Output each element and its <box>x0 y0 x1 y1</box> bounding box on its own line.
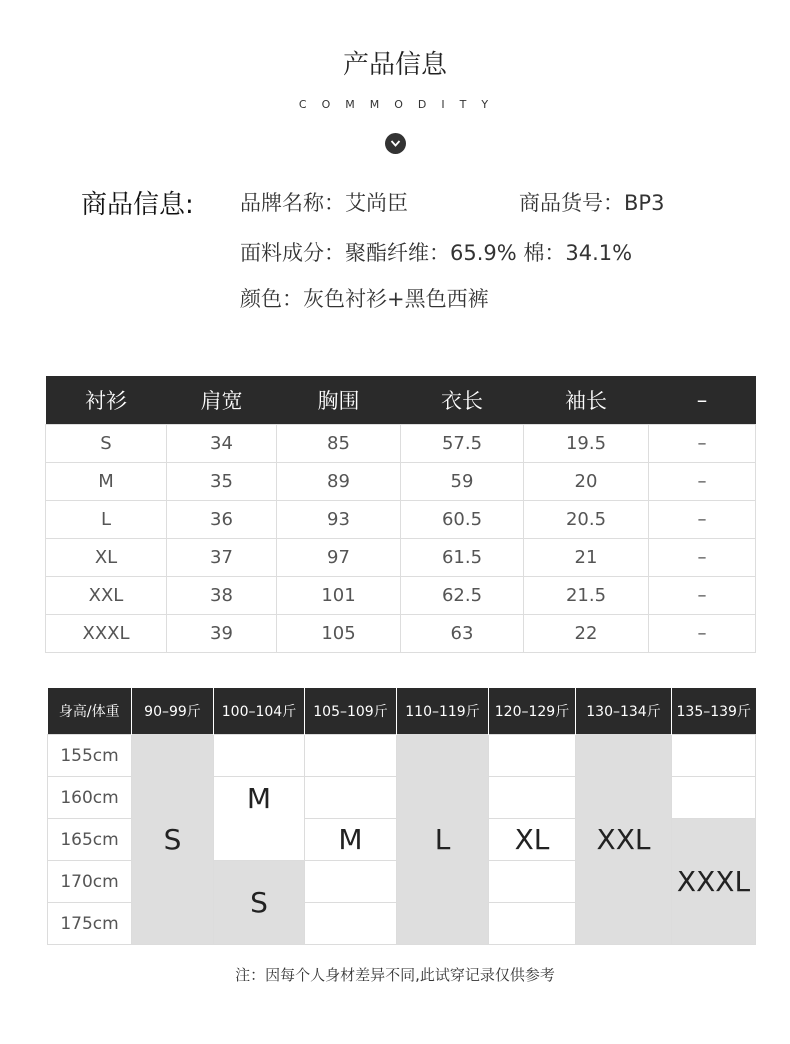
size-cell: XXL <box>576 735 672 945</box>
table-cell: 35 <box>167 463 277 501</box>
height-cell: 170cm <box>48 861 132 903</box>
size-cell <box>214 735 305 777</box>
table-cell: 85 <box>277 425 401 463</box>
page-subtitle: COMMODITY <box>298 98 504 111</box>
table-cell: XXXL <box>46 615 167 653</box>
table-cell: 97 <box>277 539 401 577</box>
table-cell: XL <box>46 539 167 577</box>
size-recommendation-table <box>47 688 756 945</box>
table-cell: – <box>649 615 756 653</box>
table-cell: – <box>649 425 756 463</box>
height-cell: 160cm <box>48 777 132 819</box>
column-header: – <box>649 376 756 425</box>
table-row <box>46 501 756 539</box>
size-cell <box>305 861 397 903</box>
table-cell: 39 <box>167 615 277 653</box>
table-cell: 36 <box>167 501 277 539</box>
table-cell: 61.5 <box>401 539 524 577</box>
table-cell: 20 <box>524 463 649 501</box>
table-cell: 34 <box>167 425 277 463</box>
table-row <box>46 577 756 615</box>
table-cell: 62.5 <box>401 577 524 615</box>
table-cell: M <box>46 463 167 501</box>
table-row <box>46 615 756 653</box>
size-cell: S <box>214 861 305 945</box>
table-cell: L <box>46 501 167 539</box>
table-cell: 105 <box>277 615 401 653</box>
column-header: 肩宽 <box>167 376 277 425</box>
shirt-size-table <box>45 376 756 653</box>
color-info: 颜色：灰色衬衫+黑色西裤 <box>240 287 489 311</box>
table-row <box>46 463 756 501</box>
size-cell <box>489 735 576 777</box>
table-cell: 57.5 <box>401 425 524 463</box>
shirt-table-header <box>46 376 756 425</box>
table-cell: – <box>649 539 756 577</box>
size-cell: XXXL <box>672 819 756 945</box>
size-cell <box>305 735 397 777</box>
column-header: 105–109斤 <box>305 688 397 735</box>
column-header: 110–119斤 <box>397 688 489 735</box>
column-header: 100–104斤 <box>214 688 305 735</box>
column-header: 120–129斤 <box>489 688 576 735</box>
table-row <box>46 425 756 463</box>
size-cell: M <box>305 819 397 861</box>
column-header: 90–99斤 <box>132 688 214 735</box>
info-label: 商品信息: <box>81 190 194 220</box>
table-cell: 37 <box>167 539 277 577</box>
table-cell: S <box>46 425 167 463</box>
size-cell <box>489 777 576 819</box>
table-cell: – <box>649 463 756 501</box>
column-header: 胸围 <box>277 376 401 425</box>
table-cell: 89 <box>277 463 401 501</box>
brand-name: 品牌名称：艾尚臣 <box>240 191 408 215</box>
chevron-down-icon <box>385 133 406 154</box>
column-header: 衬衫 <box>46 376 167 425</box>
size-cell <box>305 777 397 819</box>
item-number: 商品货号：BP3 <box>519 191 665 215</box>
table-row <box>48 735 756 777</box>
size-table-header <box>48 688 756 735</box>
size-cell: XL <box>489 819 576 861</box>
size-cell <box>489 903 576 945</box>
table-cell: 101 <box>277 577 401 615</box>
table-cell: 20.5 <box>524 501 649 539</box>
table-cell: 21 <box>524 539 649 577</box>
page-title: 产品信息 <box>342 50 447 80</box>
size-cell: S <box>132 735 214 945</box>
size-cell <box>489 861 576 903</box>
table-cell: 38 <box>167 577 277 615</box>
size-cell <box>305 903 397 945</box>
table-cell: 21.5 <box>524 577 649 615</box>
table-cell: XXL <box>46 577 167 615</box>
size-cell <box>672 735 756 777</box>
fabric-composition: 面料成分：聚酯纤维：65.9% 棉：34.1% <box>240 241 633 265</box>
table-cell: 63 <box>401 615 524 653</box>
size-cell: L <box>397 735 489 945</box>
column-header: 袖长 <box>524 376 649 425</box>
column-header: 身高/体重 <box>48 688 132 735</box>
column-header: 衣长 <box>401 376 524 425</box>
size-cell <box>672 777 756 819</box>
table-cell: 60.5 <box>401 501 524 539</box>
table-cell: 59 <box>401 463 524 501</box>
table-cell: – <box>649 577 756 615</box>
column-header: 130–134斤 <box>576 688 672 735</box>
height-cell: 175cm <box>48 903 132 945</box>
height-cell: 155cm <box>48 735 132 777</box>
column-header: 135–139斤 <box>672 688 756 735</box>
table-cell: 19.5 <box>524 425 649 463</box>
disclaimer-note: 注：因每个人身材差异不同,此试穿记录仅供参考 <box>235 966 555 984</box>
table-cell: 22 <box>524 615 649 653</box>
size-cell: M <box>214 777 305 861</box>
height-cell: 165cm <box>48 819 132 861</box>
table-cell: – <box>649 501 756 539</box>
table-row <box>46 539 756 577</box>
table-cell: 93 <box>277 501 401 539</box>
